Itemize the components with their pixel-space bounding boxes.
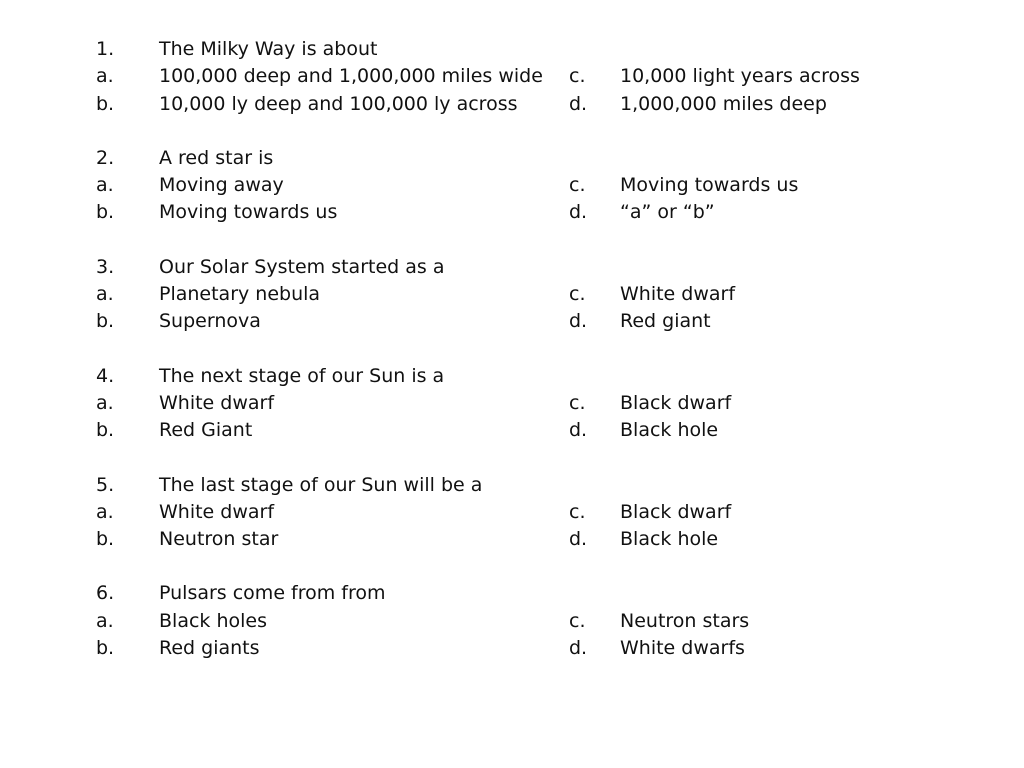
question-stem: The last stage of our Sun will be a xyxy=(159,473,483,496)
option-b-text: 10,000 ly deep and 100,000 ly across xyxy=(159,92,518,115)
option-c-text: Black dwarf xyxy=(620,500,732,523)
question-stem-row xyxy=(96,363,856,390)
option-c-letter: c. xyxy=(569,283,586,306)
question-5 xyxy=(96,472,856,554)
option-b-letter: b. xyxy=(96,310,115,333)
question-stem: Pulsars come from from xyxy=(159,582,386,605)
option-b-text: Neutron star xyxy=(159,528,279,551)
question-stem: Our Solar System started as a xyxy=(159,255,445,278)
question-3 xyxy=(96,254,856,336)
question-number: 4. xyxy=(96,364,115,387)
question-4 xyxy=(96,363,856,445)
option-a-letter: a. xyxy=(96,65,114,88)
option-d-text: “a” or “b” xyxy=(620,201,715,224)
option-b-letter: b. xyxy=(96,419,115,442)
option-a-text: Planetary nebula xyxy=(159,283,321,306)
option-d-text: 1,000,000 miles deep xyxy=(620,92,827,115)
option-d-letter: d. xyxy=(569,528,588,551)
option-b-letter: b. xyxy=(96,201,115,224)
question-1 xyxy=(96,36,860,118)
option-b-text: Supernova xyxy=(159,310,261,333)
option-b-text: Red Giant xyxy=(159,419,253,442)
question-number: 3. xyxy=(96,255,115,278)
question-number: 5. xyxy=(96,473,115,496)
option-d-letter: d. xyxy=(569,419,588,442)
option-row xyxy=(96,417,856,444)
question-number: 2. xyxy=(96,146,115,169)
option-d-text: Black hole xyxy=(620,419,719,442)
option-b-text: Red giants xyxy=(159,637,260,660)
option-b-letter: b. xyxy=(96,528,115,551)
question-number: 1. xyxy=(96,38,115,60)
option-d-text: White dwarfs xyxy=(620,637,745,660)
option-d-letter: d. xyxy=(569,92,588,115)
quiz-list xyxy=(96,36,860,689)
option-row xyxy=(96,635,856,662)
option-row xyxy=(96,91,856,118)
option-row xyxy=(96,499,856,526)
option-row xyxy=(96,199,856,226)
option-a-letter: a. xyxy=(96,500,114,523)
question-number: 6. xyxy=(96,582,115,605)
option-d-letter: d. xyxy=(569,637,588,660)
option-a-text: White dwarf xyxy=(159,500,275,523)
option-b-text: Moving towards us xyxy=(159,201,338,224)
question-stem: The next stage of our Sun is a xyxy=(159,364,445,387)
option-c-text: Moving towards us xyxy=(620,174,799,197)
option-d-letter: d. xyxy=(569,310,588,333)
question-stem-row xyxy=(96,580,856,607)
option-d-text: Black hole xyxy=(620,528,719,551)
question-stem-row xyxy=(96,145,856,172)
option-b-letter: b. xyxy=(96,637,115,660)
option-a-text: Moving away xyxy=(159,174,284,197)
option-c-letter: c. xyxy=(569,65,586,88)
question-2 xyxy=(96,145,856,227)
option-c-letter: c. xyxy=(569,391,586,414)
option-b-letter: b. xyxy=(96,92,115,115)
option-row xyxy=(96,172,856,199)
option-c-letter: c. xyxy=(569,500,586,523)
option-c-letter: c. xyxy=(569,609,586,632)
option-a-letter: a. xyxy=(96,391,114,414)
option-a-text: White dwarf xyxy=(159,391,275,414)
question-stem: A red star is xyxy=(159,146,274,169)
option-row xyxy=(96,526,856,553)
option-a-letter: a. xyxy=(96,174,114,197)
option-a-text: Black holes xyxy=(159,609,267,632)
option-row xyxy=(96,308,856,335)
option-row xyxy=(96,608,856,635)
option-c-text: 10,000 light years across xyxy=(620,65,860,88)
question-stem-row xyxy=(96,472,856,499)
question-stem-row xyxy=(96,254,856,281)
option-c-text: White dwarf xyxy=(620,283,736,306)
option-a-letter: a. xyxy=(96,609,114,632)
question-stem: The Milky Way is about xyxy=(159,38,378,60)
option-row xyxy=(96,390,856,417)
question-stem-row xyxy=(96,36,856,63)
option-d-letter: d. xyxy=(569,201,588,224)
option-c-letter: c. xyxy=(569,174,586,197)
option-a-letter: a. xyxy=(96,283,114,306)
option-c-text: Neutron stars xyxy=(620,609,750,632)
option-row xyxy=(96,281,856,308)
question-6 xyxy=(96,580,856,662)
option-a-text: 100,000 deep and 1,000,000 miles wide xyxy=(159,65,543,88)
option-d-text: Red giant xyxy=(620,310,711,333)
option-row xyxy=(96,63,860,90)
option-c-text: Black dwarf xyxy=(620,391,732,414)
